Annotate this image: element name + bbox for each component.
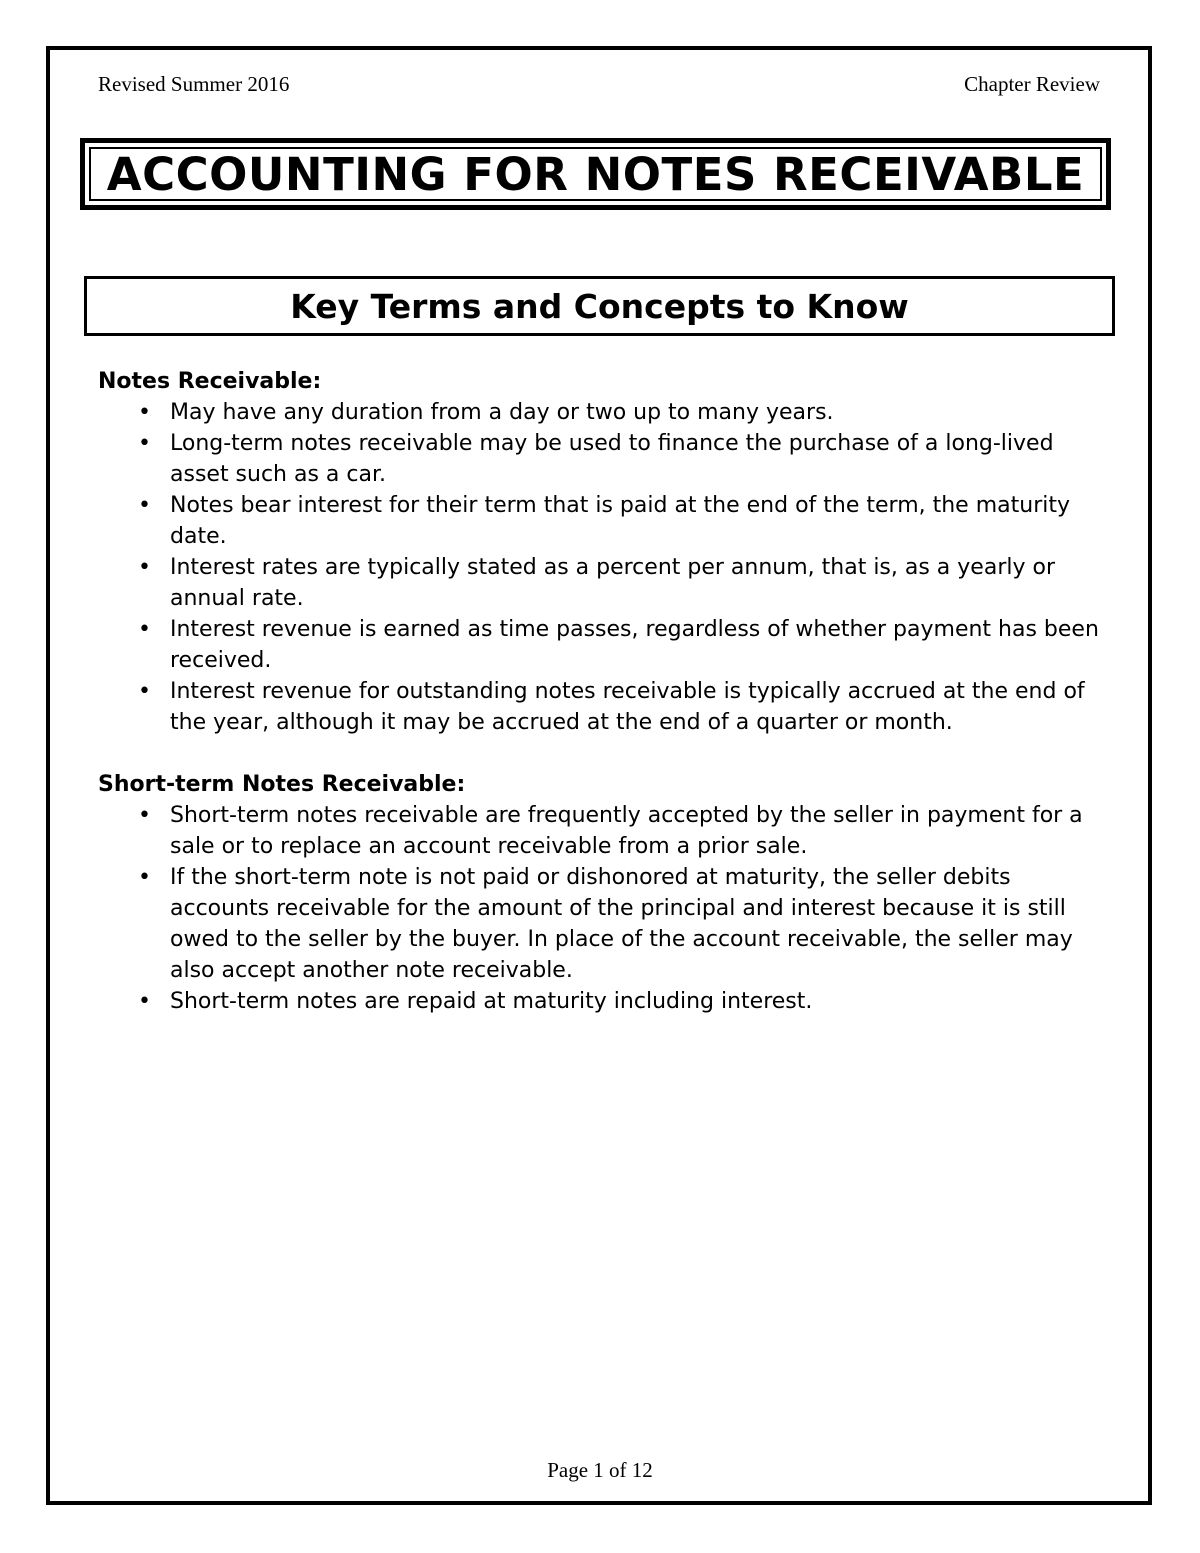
header-chapter: Chapter Review <box>964 72 1100 96</box>
list-item-text: Interest revenue is earned as time passes, regardless of whether payment has been received. <box>170 617 1099 673</box>
list-item <box>138 552 1110 614</box>
list-item <box>138 676 1110 738</box>
list-item-text: Short-term notes are repaid at maturity including interest. <box>170 989 813 1014</box>
bullet-icon: • <box>138 803 151 828</box>
page-title: ACCOUNTING FOR NOTES RECEIVABLE <box>106 147 1085 201</box>
section-title-box <box>84 276 1115 336</box>
list-item-text: Interest rates are typically stated as a percent per annum, that is, as a yearly or annual rate. <box>170 555 1055 611</box>
list-item-text: Notes bear interest for their term that is paid at the end of the term, the maturity date. <box>170 493 1070 549</box>
list-item-text: If the short-term note is not paid or dishonored at maturity, the seller debits accounts receivable for the amount of the principal and interest because it is still owed to the seller by the buyer. In place of the account receivable, the seller may also accept another note receivable. <box>170 865 1073 983</box>
list-item-text: May have any duration from a day or two up to many years. <box>170 400 834 425</box>
list-item-text: Short-term notes receivable are frequently accepted by the seller in payment for a sale or to replace an account receivable from a prior sale. <box>170 803 1083 859</box>
group-short-term-notes <box>98 769 1110 1017</box>
group-heading: Short-term Notes Receivable: <box>98 772 466 797</box>
list-item <box>138 614 1110 676</box>
list-item <box>138 862 1110 986</box>
content <box>98 366 1110 1017</box>
bullet-list <box>98 397 1110 738</box>
bullet-icon: • <box>138 431 151 456</box>
bullet-list <box>98 800 1110 1017</box>
page-number: Page 1 of 12 <box>547 1458 653 1482</box>
list-item <box>138 397 1110 428</box>
bullet-icon: • <box>138 989 151 1014</box>
list-item <box>138 800 1110 862</box>
title-box <box>80 138 1111 210</box>
list-item <box>138 428 1110 490</box>
section-title: Key Terms and Concepts to Know <box>290 286 909 326</box>
bullet-icon: • <box>138 555 151 580</box>
bullet-icon: • <box>138 493 151 518</box>
list-item <box>138 986 1110 1017</box>
list-item <box>138 490 1110 552</box>
header-revision: Revised Summer 2016 <box>98 72 290 96</box>
list-item-text: Long-term notes receivable may be used to finance the purchase of a long-lived asset such as a car. <box>170 431 1054 487</box>
group-notes-receivable <box>98 366 1110 738</box>
bullet-icon: • <box>138 679 151 704</box>
bullet-icon: • <box>138 400 151 425</box>
list-item-text: Interest revenue for outstanding notes receivable is typically accrued at the end of the year, although it may be accrued at the end of a quarter or month. <box>170 679 1085 735</box>
bullet-icon: • <box>138 617 151 642</box>
group-heading: Notes Receivable: <box>98 369 322 394</box>
bullet-icon: • <box>138 865 151 890</box>
